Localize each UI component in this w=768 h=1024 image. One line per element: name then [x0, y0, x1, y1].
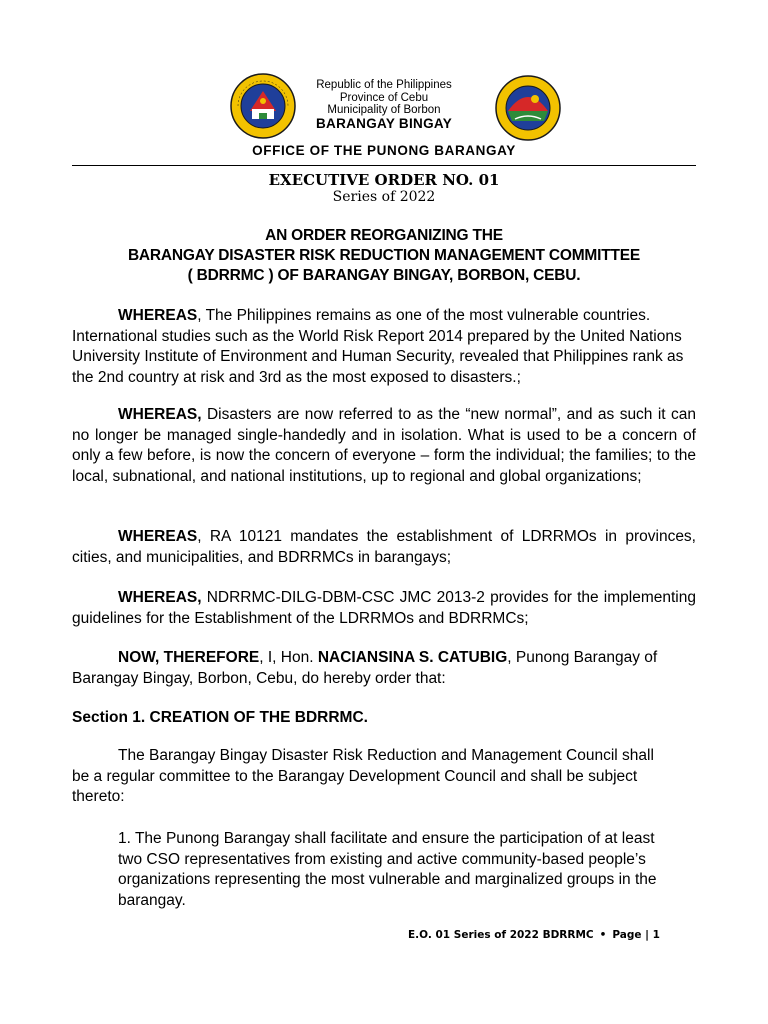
- whereas-paragraph-3: [72, 527, 696, 568]
- footer-doc-ref: E.O. 01 Series of 2022 BDRRMC: [408, 929, 594, 941]
- header-municipality: Municipality of Borbon: [327, 104, 441, 116]
- order-title: [0, 226, 768, 286]
- whereas-lead: WHEREAS,: [118, 406, 202, 423]
- footer-separator: •: [599, 929, 607, 941]
- whereas-paragraph-1: [72, 306, 696, 388]
- header-barangay: BARANGAY BINGAY: [315, 116, 453, 131]
- punong-barangay-name: NACIANSINA S. CATUBIG: [317, 649, 508, 666]
- paragraph-text: NDRRMC-DILG-DBM-CSC JMC 2013-2 provides for the implementing guidelines for the Establishment of the LDRRMOs and BDRRMCs;: [72, 589, 696, 627]
- page-footer: [408, 929, 660, 941]
- whereas-lead: WHEREAS: [118, 528, 198, 545]
- section-1-paragraph: The Barangay Bingay Disaster Risk Reduction and Management Council shall be a regular committee to the Barangay Development Council and shall be subject thereto:: [72, 747, 654, 805]
- paragraph-text: , RA 10121 mandates the establishment of LDRRMOs in provinces, cities, and municipalities, and BDRRMCs in barangays;: [72, 528, 696, 566]
- executive-order-series: Series of 2022: [332, 189, 436, 205]
- whereas-lead: WHEREAS: [118, 307, 198, 324]
- therefore-paragraph: [72, 648, 696, 689]
- paragraph-text: , I, Hon.: [259, 649, 318, 666]
- order-title-line: ( BDRRMC ) OF BARANGAY BINGAY, BORBON, CEBU.: [187, 267, 581, 284]
- header-divider: [72, 165, 696, 166]
- executive-order-number: EXECUTIVE ORDER NO. 01: [268, 171, 500, 189]
- header-province: Province of Cebu: [339, 92, 429, 104]
- whereas-lead: WHEREAS,: [118, 589, 202, 606]
- order-title-line: BARANGAY DISASTER RISK REDUCTION MANAGEMENT COMMITTEE: [127, 247, 641, 264]
- paragraph-text: , The Philippines remains as one of the most vulnerable countries. International studies such as the World Risk Report 2014 prepared by the United Nations University Institute of Environment and Human Security, revealed that Philippines rank as the 2nd country at risk and 3rd as the most exposed to disasters.;: [72, 307, 684, 386]
- header-office: OFFICE OF THE PUNONG BARANGAY: [252, 143, 516, 158]
- whereas-paragraph-2: [72, 405, 696, 487]
- whereas-paragraph-4: [72, 588, 696, 629]
- header-country: Republic of the Philippines: [316, 79, 452, 91]
- paragraph-text: Disasters are now referred to as the “new normal”, and as such it can no longer be managed single-handedly and in isolation. What is used to be a concern of only a few before, is now the concern of everyone – form the individual; the families; to the local, subnational, and national institutions, up to regional and global organizations;: [72, 406, 696, 485]
- therefore-lead: NOW, THEREFORE: [118, 649, 260, 666]
- order-title-line: AN ORDER REORGANIZING THE: [265, 227, 503, 244]
- paragraph-text: , Punong Barangay of Barangay Bingay, Borbon, Cebu, do hereby order that:: [72, 649, 658, 687]
- section-1-item-1: 1. The Punong Barangay shall facilitate and ensure the participation of at least two CSO representatives from existing and active community-based people’s organizations representing the most vulnerable and marginalized groups in the barangay.: [118, 830, 657, 909]
- section-1-heading: Section 1. CREATION OF THE BDRRMC.: [72, 709, 368, 726]
- footer-page-label: Page | 1: [612, 929, 660, 941]
